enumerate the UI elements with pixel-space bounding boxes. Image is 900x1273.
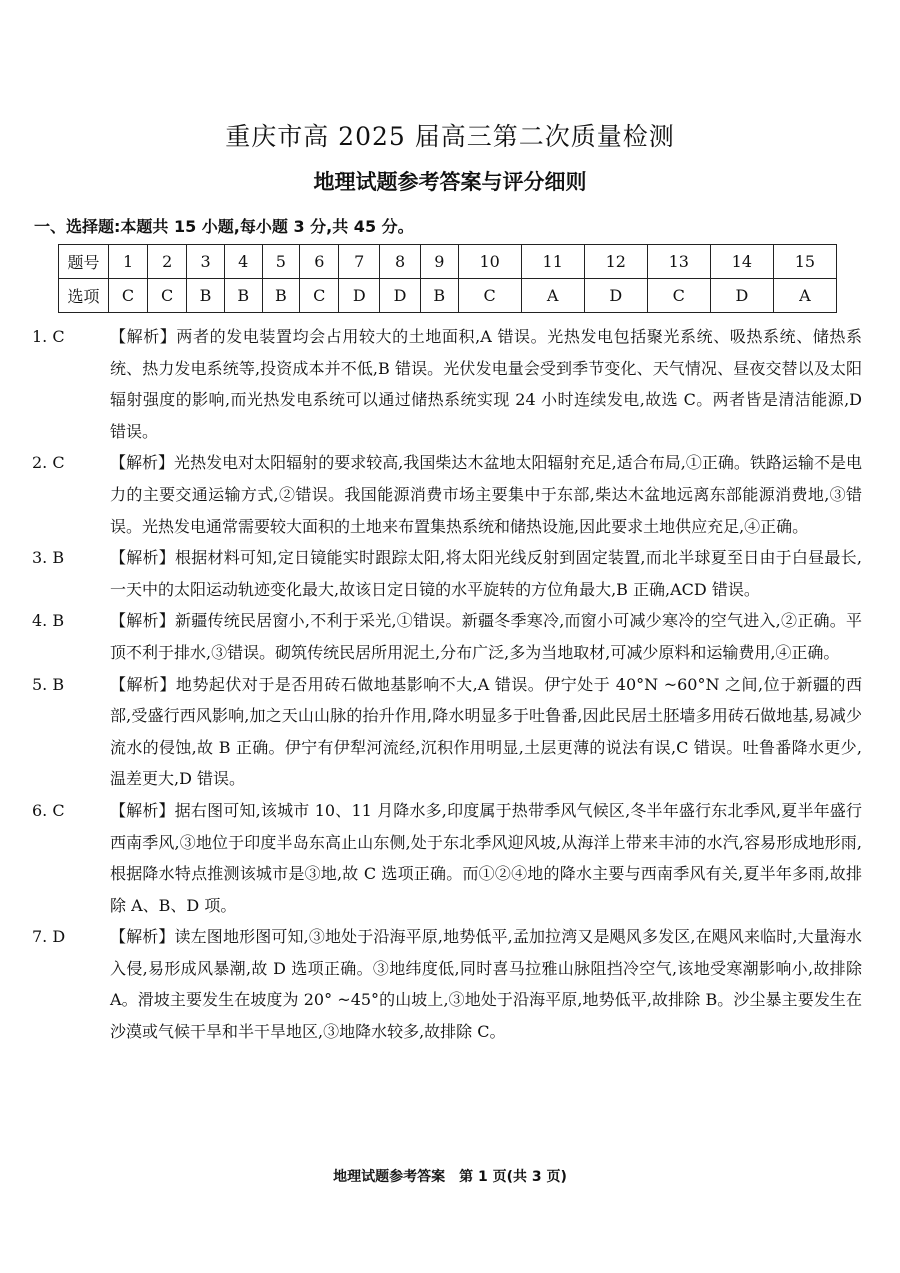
answer-choice: D — [380, 279, 421, 313]
answer-choice: C — [458, 279, 521, 313]
answer-choice: C — [109, 279, 148, 313]
page-footer: 地理试题参考答案 第 1 页(共 3 页) — [333, 1169, 567, 1185]
answer-choice: A — [521, 279, 584, 313]
question-number: 8 — [380, 245, 421, 279]
question-number: 10 — [458, 245, 521, 279]
explanation-number: 7. D — [32, 927, 66, 947]
answer-choice: D — [584, 279, 647, 313]
page-subtitle: 地理试题参考答案与评分细则 — [313, 170, 587, 194]
explanation-text: 【解析】根据材料可知,定日镜能实时跟踪太阳,将太阳光线反射到固定装置,而北半球夏至日由于白昼最长,一天中的太阳运动轨迹变化最大,故该日定日镜的水平旋转的方位角最大,B 正确,ACD 错误。 — [110, 548, 862, 599]
explanation-number: 3. B — [32, 548, 65, 568]
question-number: 13 — [647, 245, 710, 279]
question-number: 15 — [773, 245, 836, 279]
explanation-item — [32, 669, 862, 795]
row-label-answer: 选项 — [59, 279, 109, 313]
explanation-item — [32, 605, 862, 668]
answer-choice: C — [300, 279, 339, 313]
section-heading: 一、选择题:本题共 15 小题,每小题 3 分,共 45 分。 — [34, 217, 414, 236]
answer-choice: B — [262, 279, 300, 313]
question-number: 7 — [339, 245, 380, 279]
row-label-number: 题号 — [59, 245, 109, 279]
page-title: 重庆市高 2025 届高三第二次质量检测 — [225, 122, 675, 151]
explanation-item — [32, 321, 862, 447]
question-number: 2 — [148, 245, 187, 279]
answer-choice: D — [710, 279, 773, 313]
explanation-text: 【解析】读左图地形图可知,③地处于沿海平原,地势低平,孟加拉湾又是飓风多发区,在飓风来临时,大量海水入侵,易形成风暴潮,故 D 选项正确。③地纬度低,同时喜马拉雅山脉阻挡冷空气,该地受寒潮影响小,故排除 A。滑坡主要发生在坡度为 20° ~45°的山坡上,③地处于沿海平原,地势低平,故排除 B。沙尘暴主要发生在沙漠或气候干旱和半干旱地区,③地降水较多,故排除 C。 — [110, 927, 862, 1042]
answer-choice: B — [420, 279, 458, 313]
answer-choice: D — [339, 279, 380, 313]
question-number: 11 — [521, 245, 584, 279]
explanation-list — [32, 321, 862, 1048]
answer-choice: B — [187, 279, 225, 313]
explanation-number: 5. B — [32, 674, 65, 694]
explanation-text: 【解析】两者的发电装置均会占用较大的土地面积,A 错误。光热发电包括聚光系统、吸热系统、储热系统、热力发电系统等,投资成本并不低,B 错误。光伏发电量会受到季节变化、天气情况、昼夜交替以及太阳辐射强度的影响,而光热发电系统可以通过储热系统实现 24 小时连续发电,故选 C。两者皆是清洁能源,D 错误。 — [110, 327, 862, 441]
question-number: 12 — [584, 245, 647, 279]
explanation-text: 【解析】新疆传统民居窗小,不利于采光,①错误。新疆冬季寒冷,而窗小可减少寒冷的空气进入,②正确。平顶不利于排水,③错误。砌筑传统民居所用泥土,分布广泛,多为当地取材,可减少原料和运输费用,④正确。 — [110, 611, 862, 662]
question-number: 4 — [224, 245, 262, 279]
explanation-text: 【解析】光热发电对太阳辐射的要求较高,我国柴达木盆地太阳辐射充足,适合布局,①正确。铁路运输不是电力的主要交通运输方式,②错误。我国能源消费市场主要集中于东部,柴达木盆地远离东部能源消费地,③错误。光热发电通常需要较大面积的土地来布置集热系统和储热设施,因此要求土地供应充足,④正确。 — [110, 453, 862, 536]
answer-choice: A — [773, 279, 836, 313]
explanation-item — [32, 921, 862, 1047]
answer-table — [58, 244, 837, 313]
explanation-item — [32, 447, 862, 542]
answer-table-answer-row — [59, 279, 837, 313]
explanation-item — [32, 795, 862, 921]
explanation-text: 【解析】据右图可知,该城市 10、11 月降水多,印度属于热带季风气候区,冬半年盛行东北季风,夏半年盛行西南季风,③地位于印度半岛东高止山东侧,处于东北季风迎风坡,从海洋上带来丰沛的水汽,容易形成地形雨,根据降水特点推测该城市是③地,故 C 选项正确。而①②④地的降水主要与西南季风有关,夏半年多雨,故排除 A、B、D 项。 — [110, 800, 862, 915]
explanation-number: 1. C — [32, 327, 65, 346]
explanation-number: 4. B — [32, 611, 65, 631]
question-number: 6 — [300, 245, 339, 279]
answer-choice: C — [647, 279, 710, 313]
explanation-item — [32, 542, 862, 605]
question-number: 3 — [187, 245, 225, 279]
question-number: 5 — [262, 245, 300, 279]
answer-choice: B — [224, 279, 262, 313]
question-number: 1 — [109, 245, 148, 279]
explanation-number: 2. C — [32, 453, 65, 473]
explanation-number: 6. C — [32, 800, 65, 820]
answer-table-number-row — [59, 245, 837, 279]
explanation-text: 【解析】地势起伏对于是否用砖石做地基影响不大,A 错误。伊宁处于 40°N ~60°N 之间,位于新疆的西部,受盛行西风影响,加之天山山脉的抬升作用,降水明显多于吐鲁番,因此民居土胚墙多用砖石做地基,易减少流水的侵蚀,故 B 正确。伊宁有伊犁河流经,沉积作用明显,土层更薄的说法有误,C 错误。吐鲁番降水更少,温差更大,D 错误。 — [110, 674, 862, 789]
answer-choice: C — [148, 279, 187, 313]
question-number: 9 — [420, 245, 458, 279]
question-number: 14 — [710, 245, 773, 279]
